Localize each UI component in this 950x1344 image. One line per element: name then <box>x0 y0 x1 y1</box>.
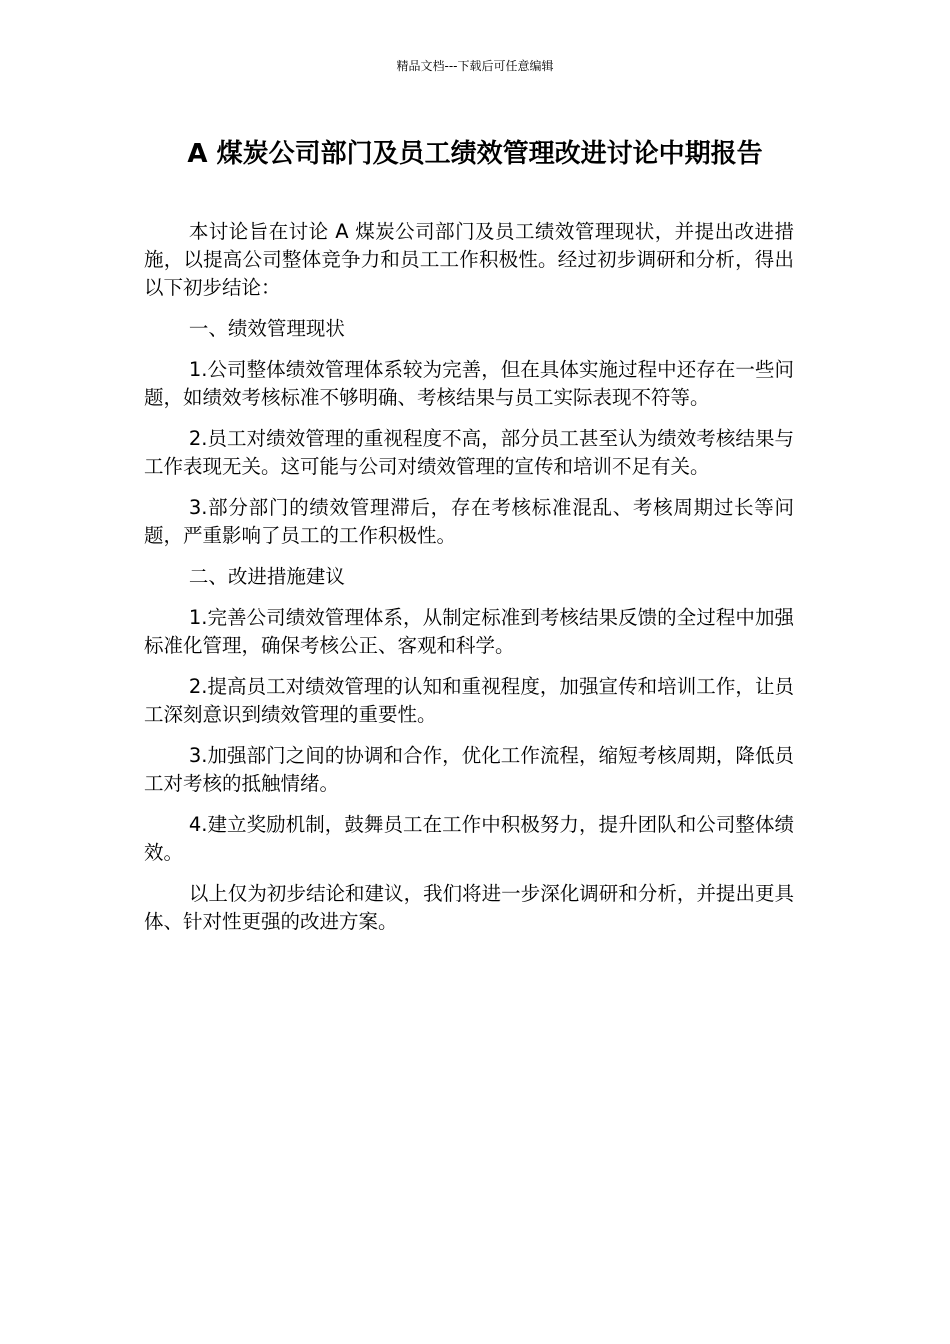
suggestion-item-3: 3.加强部门之间的协调和合作，优化工作流程，缩短考核周期，降低员工对考核的抵触情绪。 <box>144 744 794 795</box>
suggestion-item-4: 4.建立奖励机制，鼓舞员工在工作中积极努力，提升团队和公司整体绩效。 <box>144 813 794 864</box>
section-heading-status: 一、绩效管理现状 <box>188 317 345 340</box>
document-title: A 煤炭公司部门及员工绩效管理改进讨论中期报告 <box>187 139 763 169</box>
intro-paragraph: 本讨论旨在讨论 A 煤炭公司部门及员工绩效管理现状，并提出改进措施，以提高公司整体竞争力和员工工作积极性。经过初步调研和分析，得出以下初步结论： <box>144 220 794 299</box>
section-heading-suggestions: 二、改进措施建议 <box>188 565 345 588</box>
status-item-1: 1.公司整体绩效管理体系较为完善，但在具体实施过程中还存在一些问题，如绩效考核标准不够明确、考核结果与员工实际表现不符等。 <box>144 358 794 409</box>
header-note: 精品文档---下载后可任意编辑 <box>396 59 554 73</box>
suggestion-item-1: 1.完善公司绩效管理体系，从制定标准到考核结果反馈的全过程中加强标准化管理，确保考核公正、客观和科学。 <box>144 606 794 657</box>
status-item-2: 2.员工对绩效管理的重视程度不高，部分员工甚至认为绩效考核结果与工作表现无关。这可能与公司对绩效管理的宣传和培训不足有关。 <box>144 427 794 478</box>
closing-paragraph: 以上仅为初步结论和建议，我们将进一步深化调研和分析，并提出更具体、针对性更强的改进方案。 <box>144 882 794 933</box>
suggestion-item-2: 2.提高员工对绩效管理的认知和重视程度，加强宣传和培训工作，让员工深刻意识到绩效管理的重要性。 <box>144 675 794 726</box>
document-body <box>144 218 794 949</box>
status-item-3: 3.部分部门的绩效管理滞后，存在考核标准混乱、考核周期过长等问题，严重影响了员工的工作积极性。 <box>144 496 794 547</box>
